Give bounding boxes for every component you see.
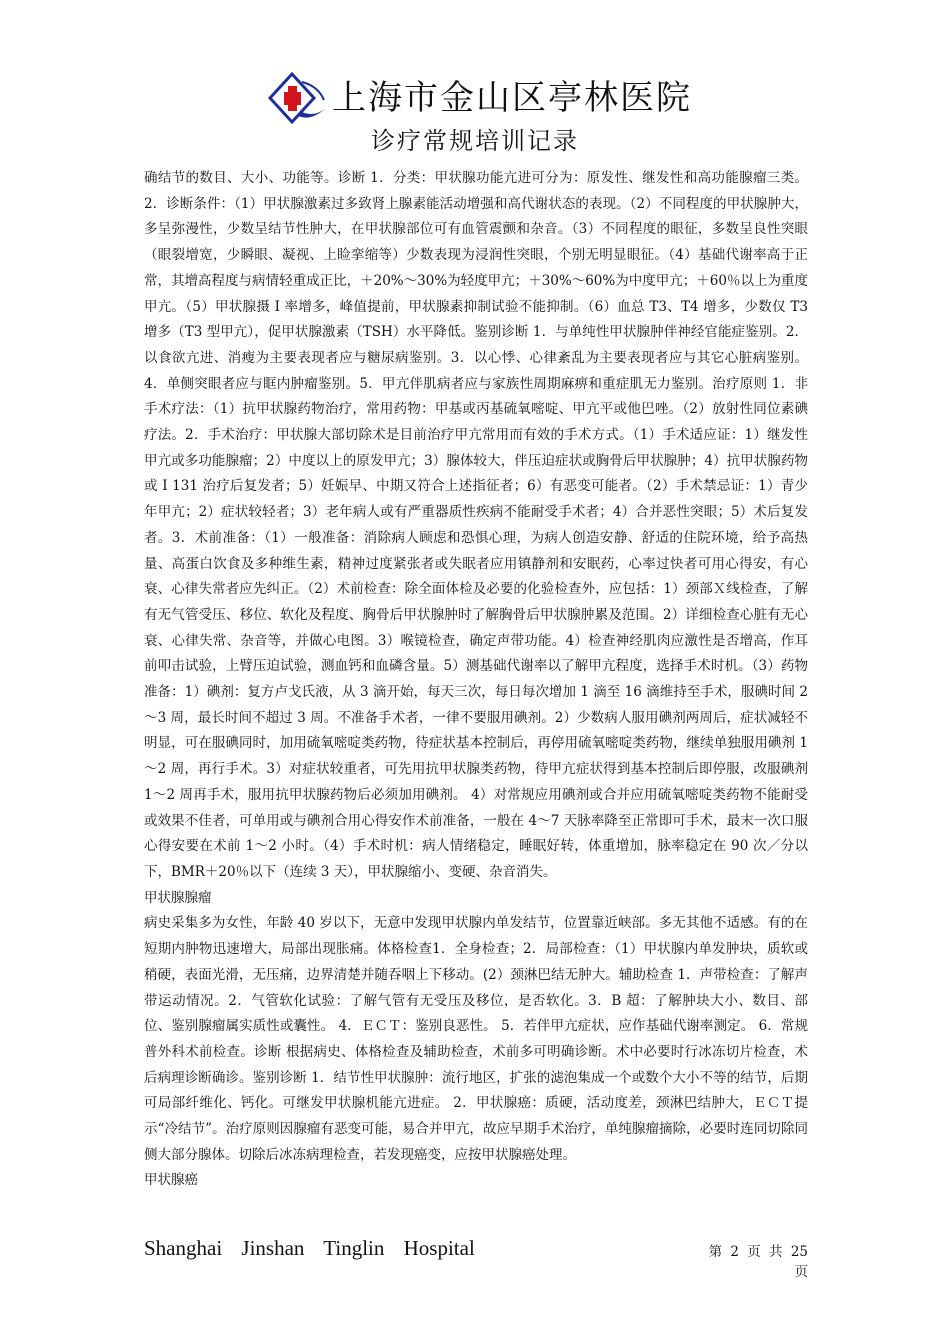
footer-hospital-name: Shanghai Jinshan Tinglin Hospital <box>144 1236 475 1260</box>
hospital-logo-icon <box>268 72 330 124</box>
body-paragraph: 病史采集多为女性，年龄 40 岁以下，无意中发现甲状腺内单发结节，位置靠近峡部。多无其他不适感。有的在短期内肿物迅速增大，局部出现胀痛。体格检查1．全身检查；2．局部检查：（1）甲状腺内单发肿块，质软或稍硬，表面光滑，无压痛，边界清楚并随吞咽上下移动。(2）颈淋巴结无肿大。辅助检查 1．声带检查：了解声带运动情况。2．气管软化试验：了解气管有无受压及移位，是否软化。3．B 超：了解肿块大小、数目、部位、鉴别腺瘤属实质性或囊性。 4．ＥＣＴ：鉴别良恶性。 5．若伴甲亢症状，应作基础代谢率测定。 6．常规普外科术前检查。诊断 根据病史、体格检查及辅助检查，术前多可明确诊断。术中必要时行冰冻切片检查，术后病理诊断确诊。鉴别诊断 1．结节性甲状腺肿：流行地区，扩张的滤泡集成一个或数个大小不等的结节，后期可局部纤维化、钙化。可继发甲状腺机能亢进症。 2．甲状腺癌：质硬，活动度差，颈淋巴结肿大，ＥＣＴ提示“冷结节”。治疗原则因腺瘤有恶变可能，易合并甲亢，故应早期手术治疗，单纯腺瘤摘除，必要时连同切除同侧大部分腺体。切除后冰冻病理检查，若发现癌变，应按甲状腺癌处理。 <box>144 915 808 1163</box>
document-header <box>0 64 950 124</box>
page-number: 第 2 页 共 25 页 <box>708 1244 808 1280</box>
hospital-name: 上海市金山区亭林医院 <box>332 78 692 118</box>
document-body <box>144 166 808 1194</box>
body-paragraph: 确结节的数目、大小、功能等。诊断 1．分类：甲状腺功能亢进可分为：原发性、继发性和高功能腺瘤三类。2．诊断条件：（1）甲状腺激素过多致肾上腺素能活动增强和高代谢状态的表现。（2）不同程度的甲状腺肿大，多呈弥漫性，少数呈结节性肿大，在甲状腺部位可有血管震颤和杂音。（3）不同程度的眼征，多数呈良性突眼（眼裂增宽，少瞬眼、凝视、上睑挛缩等）少数表现为浸润性突眼，个别无明显眼征。（4）基础代谢率高于正常，其增高程度与病情轻重成正比，＋20%～30%为轻度甲亢；＋30%～60%为中度甲亢；＋60％以上为重度甲亢。（5）甲状腺摄 I 率增多，峰值提前，甲状腺素抑制试验不能抑制。（6）血总 T3、T4 增多，少数仅 T3 增多（T3 型甲亢），促甲状腺激素（TSH）水平降低。鉴别诊断 1．与单纯性甲状腺肿伴神经官能症鉴别。2．以食欲亢进、消瘦为主要表现者应与糖尿病鉴别。3．以心悸、心律紊乱为主要表现者应与其它心脏病鉴别。4．单侧突眼者应与眶内肿瘤鉴别。5．甲亢伴肌病者应与家族性周期麻痹和重症肌无力鉴别。治疗原则 1．非手术疗法：（1）抗甲状腺药物治疗，常用药物：甲基或丙基硫氧嘧啶、甲亢平或他巴唑。（2）放射性同位素碘疗法。2．手术治疗：甲状腺大部切除术是目前治疗甲亢常用而有效的手术方式。（1）手术适应证：1）继发性甲亢或多功能腺瘤；2）中度以上的原发甲亢；3）腺体较大，伴压迫症状或胸骨后甲状腺肿；4）抗甲状腺药物或 I 131 治疗后复发者；5）妊娠早、中期又符合上述指征者；6）有恶变可能者。（2）手术禁忌证：1）青少年甲亢；2）症状较轻者；3）老年病人或有严重器质性疾病不能耐受手术者；4）合并恶性突眼；5）术后复发者。3．术前准备：（1）一般准备：消除病人顾虑和恐惧心理，为病人创造安静、舒适的住院环境，给予高热量、高蛋白饮食及多种维生素，精神过度紧张者或失眠者应用镇静剂和安眠药，心率过快者可用心得安，有心衰、心律失常者应先纠正。（2）术前检查：除全面体检及必要的化验检查外，应包括：1）颈部Ｘ线检查，了解有无气管受压、移位、软化及程度、胸骨后甲状腺肿时了解胸骨后甲状腺肿累及范围。2）详细检查心脏有无心衰、心律失常、杂音等，并做心电图。3）喉镜检查，确定声带功能。4）检查神经肌肉应激性是否增高，作耳前叩击试验，上臂压迫试验，测血钙和血磷含量。5）测基础代谢率以了解甲亢程度，选择手术时机。（3）药物准备：1）碘剂：复方卢戈氏液，从 3 滴开始，每天三次，每日每次增加 1 滴至 16 滴维持至手术，服碘时间 2～3 周，最长时间不超过 3 周。不准备手术者，一律不要服用碘剂。2）少数病人服用碘剂两周后，症状减轻不明显，可在服碘同时，加用硫氧嘧啶类药物，待症状基本控制后，再停用硫氧嘧啶类药物，继续单独服用碘剂 1～2 周，再行手术。3）对症状较重者，可先用抗甲状腺类药物，待甲亢症状得到基本控制后即停服，改服碘剂 1～2 周再手术，服用抗甲状腺药物后必须加用碘剂。 4）对常规应用碘剂或合并应用硫氧嘧啶类药物不能耐受或效果不佳者，可单用或与碘剂合用心得安作术前准备，一般在 4～7 天脉率降至正常即可手术，最末一次口服心得安要在术前 1～2 小时。（4）手术时机：病人情绪稳定，睡眠好转，体重增加，脉率稳定在 90 次／分以下，BMR＋20％以下（连续 3 天），甲状腺缩小、变硬、杂音消失。 <box>144 170 808 880</box>
section-heading: 甲状腺腺瘤 <box>144 889 212 906</box>
document-subtitle: 诊疗常规培训记录 <box>371 127 579 155</box>
section-heading: 甲状腺癌 <box>144 1172 198 1189</box>
